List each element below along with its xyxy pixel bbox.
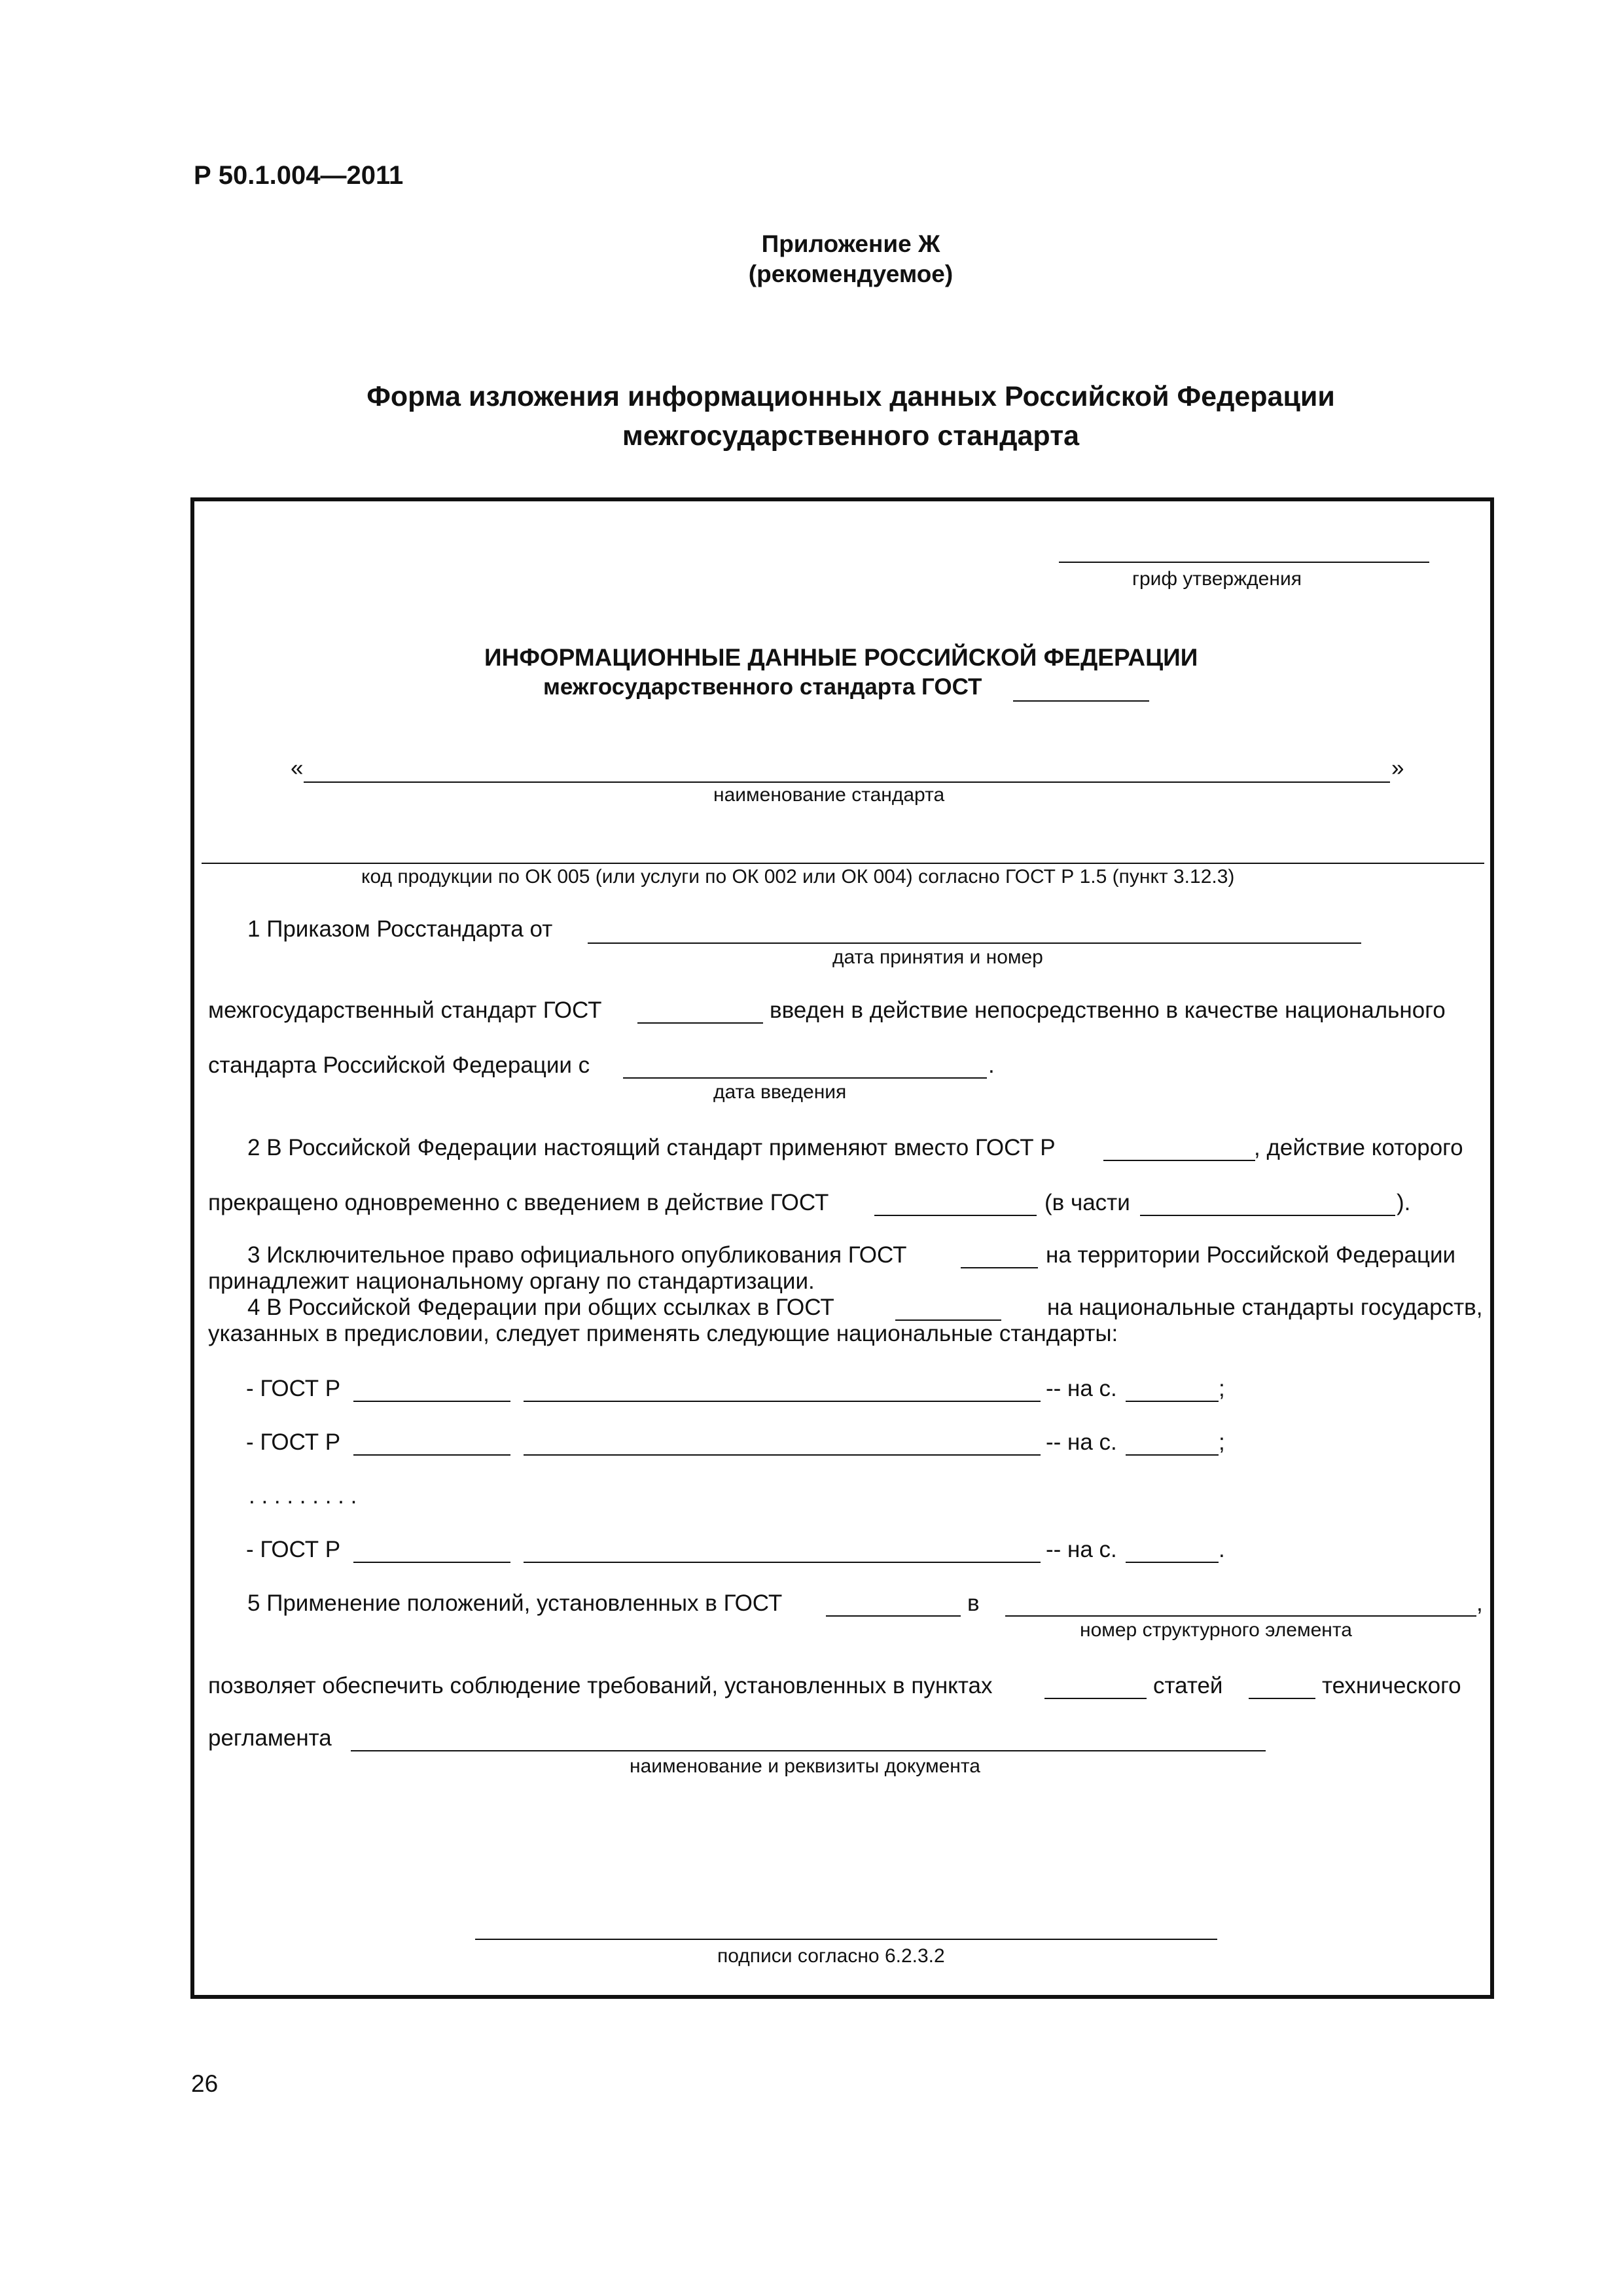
- document-code: Р 50.1.004—2011: [194, 161, 404, 190]
- item2-line2c: ).: [1397, 1190, 1411, 1215]
- ref2-end: ;: [1219, 1429, 1225, 1455]
- ellipsis: . . . . . . . . .: [249, 1483, 357, 1509]
- ref3-number-line: [353, 1562, 510, 1563]
- item5-articles-line: [1249, 1698, 1315, 1699]
- item1-caption2: дата введения: [713, 1081, 847, 1103]
- item2-line2b: (в части: [1044, 1190, 1130, 1215]
- ref1-number-line: [353, 1401, 510, 1402]
- item2-line1b: , действие которого: [1254, 1135, 1463, 1160]
- item2-gost-line: [874, 1215, 1037, 1216]
- item1-line3-end: .: [988, 1052, 995, 1078]
- ref1-page-line: [1126, 1401, 1219, 1402]
- info-heading: ИНФОРМАЦИОННЫЕ ДАННЫЕ РОССИЙСКОЙ ФЕДЕРАЦИИ: [484, 644, 1198, 671]
- item1-intro-date-line: [623, 1077, 987, 1079]
- info-subheading: межгосударственного стандарта ГОСТ: [543, 674, 982, 700]
- item4-line2: указанных в предисловии, следует применять следующие национальные стандарты:: [208, 1321, 1118, 1346]
- ref3-page: -- на с.: [1046, 1537, 1117, 1562]
- item4-line1b: на национальные стандарты государств,: [1047, 1295, 1483, 1320]
- item5-points-line: [1044, 1698, 1147, 1699]
- product-code-caption: код продукции по ОК 005 (или услуги по ОК 002 или ОК 004) согласно ГОСТ Р 1.5 (пункт 3.12.3): [361, 866, 1235, 888]
- item2-line1a: 2 В Российской Федерации настоящий стандарт применяют вместо ГОСТ Р: [247, 1135, 1056, 1160]
- appendix-status: (рекомендуемое): [748, 260, 954, 287]
- item5-regulation-line: [351, 1750, 1266, 1751]
- ref1-page: -- на с.: [1046, 1376, 1117, 1401]
- ref1-end: ;: [1219, 1376, 1225, 1401]
- approval-caption: гриф утверждения: [1132, 568, 1302, 590]
- form-title-line1: Форма изложения информационных данных Российской Федерации: [366, 381, 1335, 412]
- item3-line1a: 3 Исключительное право официального опубликования ГОСТ: [247, 1242, 907, 1268]
- item1-caption: дата принятия и номер: [832, 946, 1043, 968]
- item5-line1b: в: [967, 1590, 980, 1616]
- quote-close: »: [1391, 755, 1404, 781]
- signature-line: [475, 1939, 1217, 1940]
- standard-name-line: [304, 781, 1390, 783]
- signature-caption: подписи согласно 6.2.3.2: [717, 1945, 945, 1967]
- ref2-name-line: [524, 1454, 1041, 1456]
- ref2-number-line: [353, 1454, 510, 1456]
- item1-line3: стандарта Российской Федерации с: [208, 1052, 590, 1078]
- item1-line2b: введен в действие непосредственно в качестве национального: [770, 997, 1446, 1023]
- ref1-prefix: - ГОСТ Р: [246, 1376, 341, 1401]
- ref3-name-line: [524, 1562, 1041, 1563]
- item5-line2b: статей: [1153, 1673, 1223, 1698]
- item1-line2a: межгосударственный стандарт ГОСТ: [208, 997, 602, 1023]
- item5-caption2: наименование и реквизиты документа: [630, 1755, 980, 1777]
- ref3-page-line: [1126, 1562, 1219, 1563]
- item5-element-line: [1005, 1615, 1476, 1617]
- item5-caption: номер структурного элемента: [1080, 1619, 1352, 1641]
- approval-line: [1059, 562, 1429, 563]
- page-number: 26: [191, 2070, 219, 2097]
- gost-number-line: [1013, 700, 1149, 702]
- item5-line1c: ,: [1476, 1590, 1483, 1616]
- appendix-title: Приложение Ж: [761, 230, 940, 257]
- item5-line3: регламента: [208, 1725, 332, 1751]
- quote-open: «: [291, 755, 304, 781]
- ref3-end: .: [1219, 1537, 1225, 1562]
- item5-line2c: технического: [1322, 1673, 1461, 1698]
- standard-name-caption: наименование стандарта: [713, 784, 945, 806]
- item1-text: 1 Приказом Росстандарта от: [247, 916, 553, 942]
- ref3-prefix: - ГОСТ Р: [246, 1537, 341, 1562]
- item5-gost-line: [826, 1615, 961, 1617]
- product-code-line: [202, 863, 1484, 864]
- item5-line2a: позволяет обеспечить соблюдение требований, установленных в пунктах: [208, 1673, 993, 1698]
- form-title-line2: межгосударственного стандарта: [622, 420, 1080, 452]
- item5-line1a: 5 Применение положений, установленных в ГОСТ: [247, 1590, 783, 1616]
- ref2-page-line: [1126, 1454, 1219, 1456]
- item3-line2: принадлежит национальному органу по стандартизации.: [208, 1268, 815, 1294]
- item1-date-line: [588, 942, 1361, 944]
- item2-line2a: прекращено одновременно с введением в действие ГОСТ: [208, 1190, 829, 1215]
- item1-gost-line: [637, 1022, 763, 1024]
- ref1-name-line: [524, 1401, 1041, 1402]
- item2-part-line: [1140, 1215, 1395, 1216]
- item3-line1b: на территории Российской Федерации: [1046, 1242, 1456, 1268]
- item3-gost-line: [961, 1267, 1038, 1268]
- item2-gost-r-line: [1103, 1160, 1255, 1161]
- ref2-page: -- на с.: [1046, 1429, 1117, 1455]
- item4-line1a: 4 В Российской Федерации при общих ссылках в ГОСТ: [247, 1295, 834, 1320]
- ref2-prefix: - ГОСТ Р: [246, 1429, 341, 1455]
